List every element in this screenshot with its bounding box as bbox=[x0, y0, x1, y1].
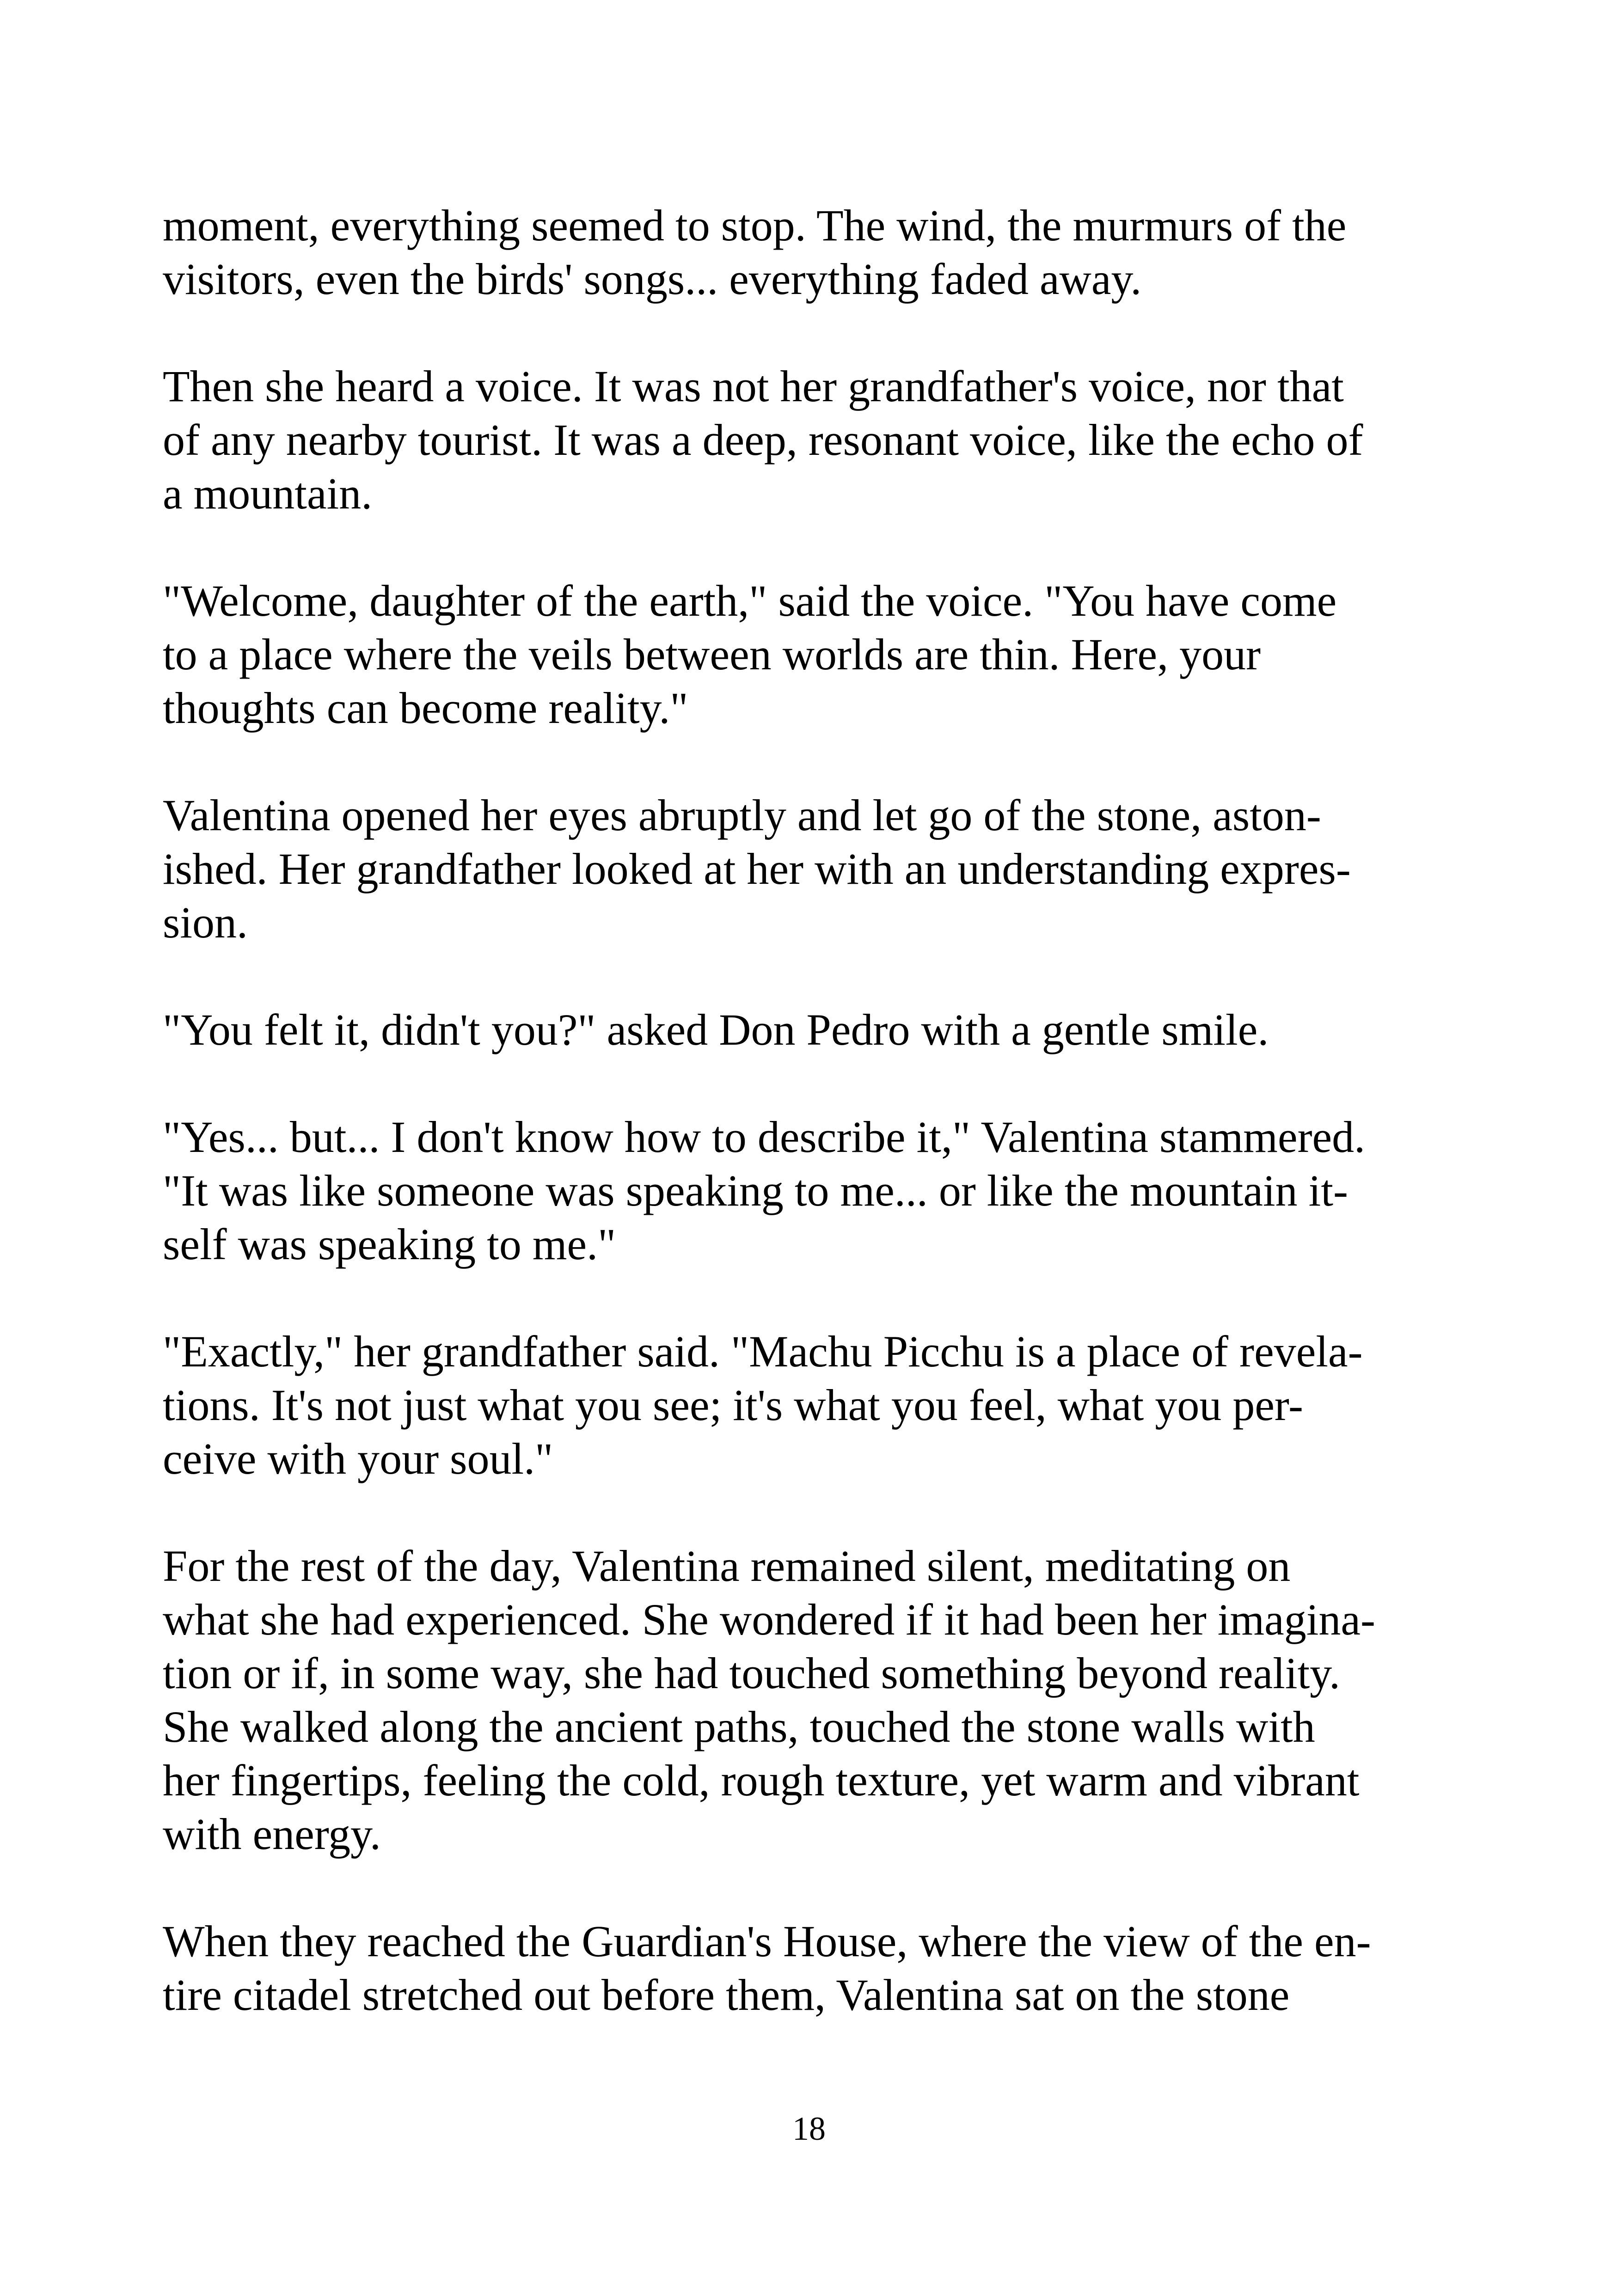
text-line: ished. Her grandfather looked at her with an understanding expres- bbox=[163, 844, 1351, 894]
text-line: with energy. bbox=[163, 1809, 381, 1859]
text-line: When they reached the Guardian's House, where the view of the en- bbox=[163, 1916, 1371, 1966]
paragraph bbox=[163, 1110, 1429, 1271]
text-line: "Yes... but... I don't know how to describe it," Valentina stammered. bbox=[163, 1112, 1366, 1162]
text-line: visitors, even the birds' songs... everything faded away. bbox=[163, 254, 1142, 304]
paragraph bbox=[163, 789, 1429, 949]
text-line: "It was like someone was speaking to me... or like the mountain it- bbox=[163, 1166, 1348, 1215]
paragraph bbox=[163, 360, 1429, 520]
text-line: what she had experienced. She wondered if it had been her imagina- bbox=[163, 1595, 1375, 1644]
text-line: thoughts can become reality." bbox=[163, 683, 688, 733]
text-line: Then she heard a voice. It was not her grandfather's voice, nor that bbox=[163, 361, 1344, 411]
text-line: "Exactly," her grandfather said. "Machu Picchu is a place of revela- bbox=[163, 1327, 1363, 1376]
body-text bbox=[163, 199, 1429, 2076]
text-line: self was speaking to me." bbox=[163, 1219, 616, 1269]
paragraph bbox=[163, 1003, 1429, 1057]
text-line: tions. It's not just what you see; it's what you feel, what you per- bbox=[163, 1380, 1303, 1430]
text-line: "You felt it, didn't you?" asked Don Pedro with a gentle smile. bbox=[163, 1005, 1269, 1054]
text-line: ceive with your soul." bbox=[163, 1434, 553, 1483]
paragraph bbox=[163, 1915, 1429, 2022]
text-line: tire citadel stretched out before them, Valentina sat on the stone bbox=[163, 1970, 1290, 2020]
text-line: tion or if, in some way, she had touched something beyond reality. bbox=[163, 1648, 1340, 1698]
text-line: of any nearby tourist. It was a deep, resonant voice, like the echo of bbox=[163, 415, 1363, 465]
page-number: 18 bbox=[792, 2110, 826, 2147]
paragraph bbox=[163, 574, 1429, 735]
text-line: a mountain. bbox=[163, 469, 373, 518]
text-line: her fingertips, feeling the cold, rough texture, yet warm and vibrant bbox=[163, 1756, 1360, 1805]
text-line: sion. bbox=[163, 898, 248, 947]
paragraph bbox=[163, 1325, 1429, 1486]
paragraph bbox=[163, 1539, 1429, 1861]
text-line: She walked along the ancient paths, touched the stone walls with bbox=[163, 1702, 1315, 1751]
text-line: to a place where the veils between worlds are thin. Here, your bbox=[163, 630, 1261, 679]
text-line: For the rest of the day, Valentina remained silent, meditating on bbox=[163, 1541, 1291, 1591]
text-line: Valentina opened her eyes abruptly and let go of the stone, aston- bbox=[163, 790, 1321, 840]
text-line: moment, everything seemed to stop. The wind, the murmurs of the bbox=[163, 201, 1347, 250]
text-line: "Welcome, daughter of the earth," said the voice. "You have come bbox=[163, 576, 1337, 625]
paragraph bbox=[163, 199, 1429, 306]
